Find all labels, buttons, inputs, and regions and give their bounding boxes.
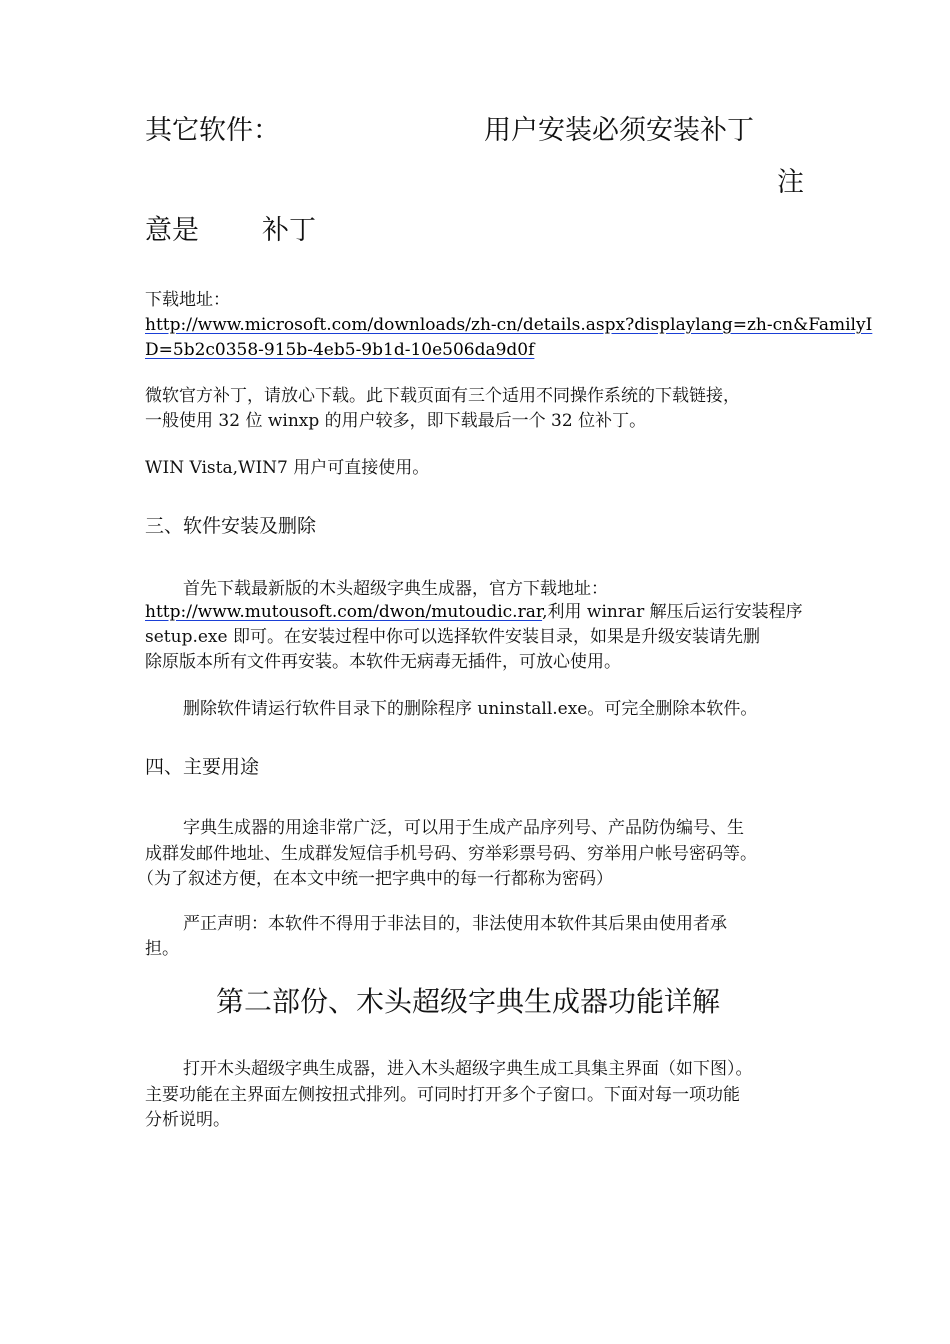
download-label: 下载地址：: [145, 290, 230, 310]
mutousoft-download-link[interactable]: http://www.mutousoft.com/dwon/mutoudic.rar: [145, 602, 543, 622]
section4-heading: 四、主要用途: [145, 756, 260, 778]
section3-p1-line1: 首先下载最新版的木头超级字典生成器，官方下载地址：: [183, 579, 608, 599]
part2-p-line3: 分析说明。: [145, 1110, 230, 1130]
note-text-a: 意是: [145, 215, 199, 246]
section4-p1-line3: （为了叙述方便，在本文中统一把字典中的每一行都称为密码）: [137, 869, 613, 889]
section4-p1-line2: 成群发邮件地址、生成群发短信手机号码、穷举彩票号码、穷举用户帐号密码等。: [145, 844, 757, 864]
other-software-label: 其它软件：: [145, 115, 280, 146]
section3-heading: 三、软件安装及删除: [145, 515, 317, 537]
part2-heading: 第二部份、木头超级字典生成器功能详解: [216, 985, 721, 1018]
part2-p-line1: 打开木头超级字典生成器，进入木头超级字典生成工具集主界面（如下图）。: [183, 1059, 753, 1079]
patch-required-text: 用户安装必须安装补丁: [484, 115, 754, 146]
part2-p-line2: 主要功能在主界面左侧按扭式排列。可同时打开多个子窗口。下面对每一项功能: [145, 1085, 740, 1105]
microsoft-download-link-cont[interactable]: D=5b2c0358-915b-4eb5-9b1d-10e506da9d0f: [145, 340, 535, 360]
section4-p2-line1: 严正声明：本软件不得用于非法目的，非法使用本软件其后果由使用者承: [183, 914, 727, 934]
note-char: 注: [777, 167, 804, 198]
section3-p1-line3: setup.exe 即可。在安装过程中你可以选择软件安装目录，如果是升级安装请先删: [145, 627, 760, 647]
section3-p2: 删除软件请运行软件目录下的删除程序 uninstall.exe。可完全删除本软件。: [183, 699, 758, 719]
download-desc-line1: 微软官方补丁，请放心下载。此下载页面有三个适用不同操作系统的下载链接，: [145, 386, 740, 406]
section3-p1-line4: 除原版本所有文件再安装。本软件无病毒无插件，可放心使用。: [145, 652, 621, 672]
section3-p1-line2: [145, 600, 803, 625]
microsoft-download-link[interactable]: http://www.microsoft.com/downloads/zh-cn/details.aspx?displaylang=zh-cn&FamilyI: [145, 315, 873, 335]
section4-p2-line2: 担。: [145, 939, 179, 959]
section3-p1-line2-rest: ,利用 winrar 解压后运行安装程序: [542, 602, 803, 622]
download-desc-line2: 一般使用 32 位 winxp 的用户较多，即下载最后一个 32 位补丁。: [145, 411, 647, 431]
vista-note: WIN Vista,WIN7 用户可直接使用。: [145, 458, 430, 478]
section4-p1-line1: 字典生成器的用途非常广泛，可以用于生成产品序列号、产品防伪编号、生: [183, 818, 744, 838]
note-text-b: 补丁: [262, 215, 316, 246]
